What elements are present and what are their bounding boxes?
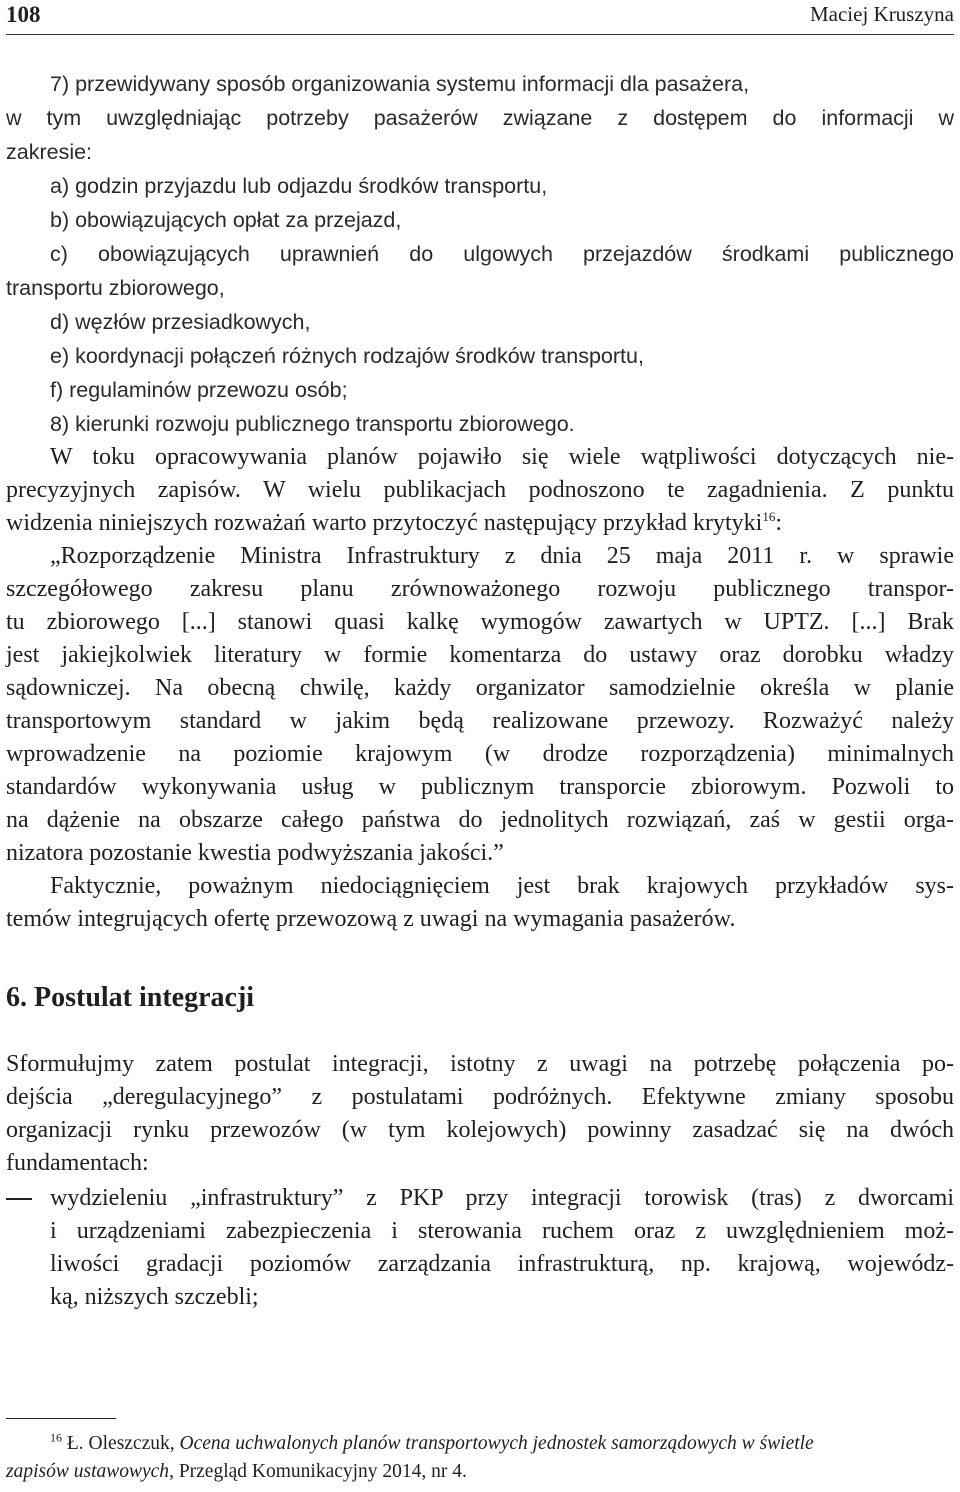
footnote-divider: [6, 1418, 116, 1419]
footnote-source: , Przegląd Komunikacyjny 2014, nr 4.: [169, 1461, 467, 1482]
quote-line: „Rozporządzenie Ministra Infrastruktury z dnia 25 maja 2011 r. w sprawie: [50, 543, 954, 569]
footnote-ref[interactable]: 16: [762, 509, 776, 524]
bullet-line: i urządzeniami zabezpieczenia i sterowania ruchem oraz z uwzględnieniem moż-: [50, 1218, 954, 1244]
list-line: 7) przewidywany sposób organizowania systemu informacji dla pasażera,: [50, 72, 750, 96]
footnote-title: Ocena uchwalonych planów transportowych jednostek samorządowych w świetle: [179, 1433, 814, 1454]
body-line-with-footnote-ref: [6, 510, 782, 537]
list-item-b: b) obowiązujących opłat za przejazd,: [50, 208, 402, 232]
quote-line: szczegółowego zakresu planu zrównoważonego rozwoju publicznego transpor-: [6, 576, 954, 602]
footnote-line: [50, 1430, 814, 1455]
quote-line: standardów wykonywania usług w publicznym transporcie zbiorowym. Pozwoli to: [6, 774, 954, 800]
section-line: Sformułujmy zatem postulat integracji, istotny z uwagi na potrzebę połączenia po-: [6, 1051, 954, 1077]
body-line: precyzyjnych zapisów. W wielu publikacjach podnoszono te zagadnienia. Z punktu: [6, 477, 954, 503]
running-header: [6, 0, 954, 35]
list-item-e: e) koordynacji połączeń różnych rodzajów środków transportu,: [50, 344, 644, 368]
page-number: 108: [6, 2, 41, 27]
list-item-8: 8) kierunki rozwoju publicznego transportu zbiorowego.: [50, 412, 575, 436]
list-dash-bullet: [6, 1198, 32, 1200]
footnote-title-cont: zapisów ustawowych: [6, 1461, 170, 1482]
bullet-line: liwości gradacji poziomów zarządzania infrastrukturą, np. krajową, wojewódz-: [50, 1251, 954, 1277]
bullet-line: ką, niższych szczebli;: [50, 1284, 259, 1310]
body-line: Faktycznie, poważnym niedociągnięciem jest brak krajowych przykładów sys-: [50, 873, 954, 899]
section-heading: 6. Postulat integracji: [6, 982, 255, 1013]
section-line: dejścia „deregulacyjnego” z postulatami podróżnych. Efektywne zmiany sposobu: [6, 1084, 954, 1110]
list-line: w tym uwzględniając potrzeby pasażerów związane z dostępem do informacji w: [6, 106, 954, 130]
bullet-line: wydzieleniu „infrastruktury” z PKP przy integracji torowisk (tras) z dworcami: [50, 1185, 954, 1211]
list-item-c: c) obowiązujących uprawnień do ulgowych przejazdów środkami publicznego: [50, 242, 954, 266]
quote-line: wprowadzenie na poziomie krajowym (w drodze rozporządzenia) minimalnych: [6, 741, 954, 767]
list-line: zakresie:: [6, 140, 93, 164]
quote-line: transportowym standard w jakim będą realizowane przewozy. Rozważyć należy: [6, 708, 954, 734]
quote-line: tu zbiorowego [...] stanowi quasi kalkę wymogów zawartych w UPTZ. [...] Brak: [6, 609, 954, 635]
body-text: :: [775, 510, 783, 536]
quote-line: sądowniczej. Na obecną chwilę, każdy organizator samodzielnie określa w planie: [6, 675, 954, 701]
section-line: organizacji rynku przewozów (w tym kolejowych) powinny zasadzać się na dwóch: [6, 1117, 954, 1143]
list-item-f: f) regulaminów przewozu osób;: [50, 378, 348, 402]
running-author: Maciej Kruszyna: [809, 2, 954, 26]
section-line: fundamentach:: [6, 1150, 149, 1176]
body-line: W toku opracowywania planów pojawiło się wiele wątpliwości dotyczących nie-: [50, 444, 954, 470]
body-text: widzenia niniejszych rozważań warto przytoczyć następujący przykład krytyki: [6, 510, 763, 536]
list-item-a: a) godzin przyjazdu lub odjazdu środków transportu,: [50, 174, 548, 198]
footnote-number: 16: [50, 1430, 62, 1445]
list-line: transportu zbiorowego,: [6, 276, 225, 300]
quote-line: nizatora pozostanie kwestia podwyższania jakości.”: [6, 840, 504, 866]
body-line: temów integrujących ofertę przewozową z uwagi na wymagania pasażerów.: [6, 906, 736, 932]
footnote-line: [6, 1461, 467, 1483]
quote-line: jest jakiejkolwiek literatury w formie komentarza do ustawy oraz dorobku władzy: [6, 642, 954, 668]
footnote-author: Ł. Oleszczuk,: [66, 1433, 175, 1454]
quote-line: na dążenie na obszarze całego państwa do jednolitych rozwiązań, zaś w gestii orga-: [6, 807, 954, 833]
list-item-d: d) węzłów przesiadkowych,: [50, 310, 311, 334]
